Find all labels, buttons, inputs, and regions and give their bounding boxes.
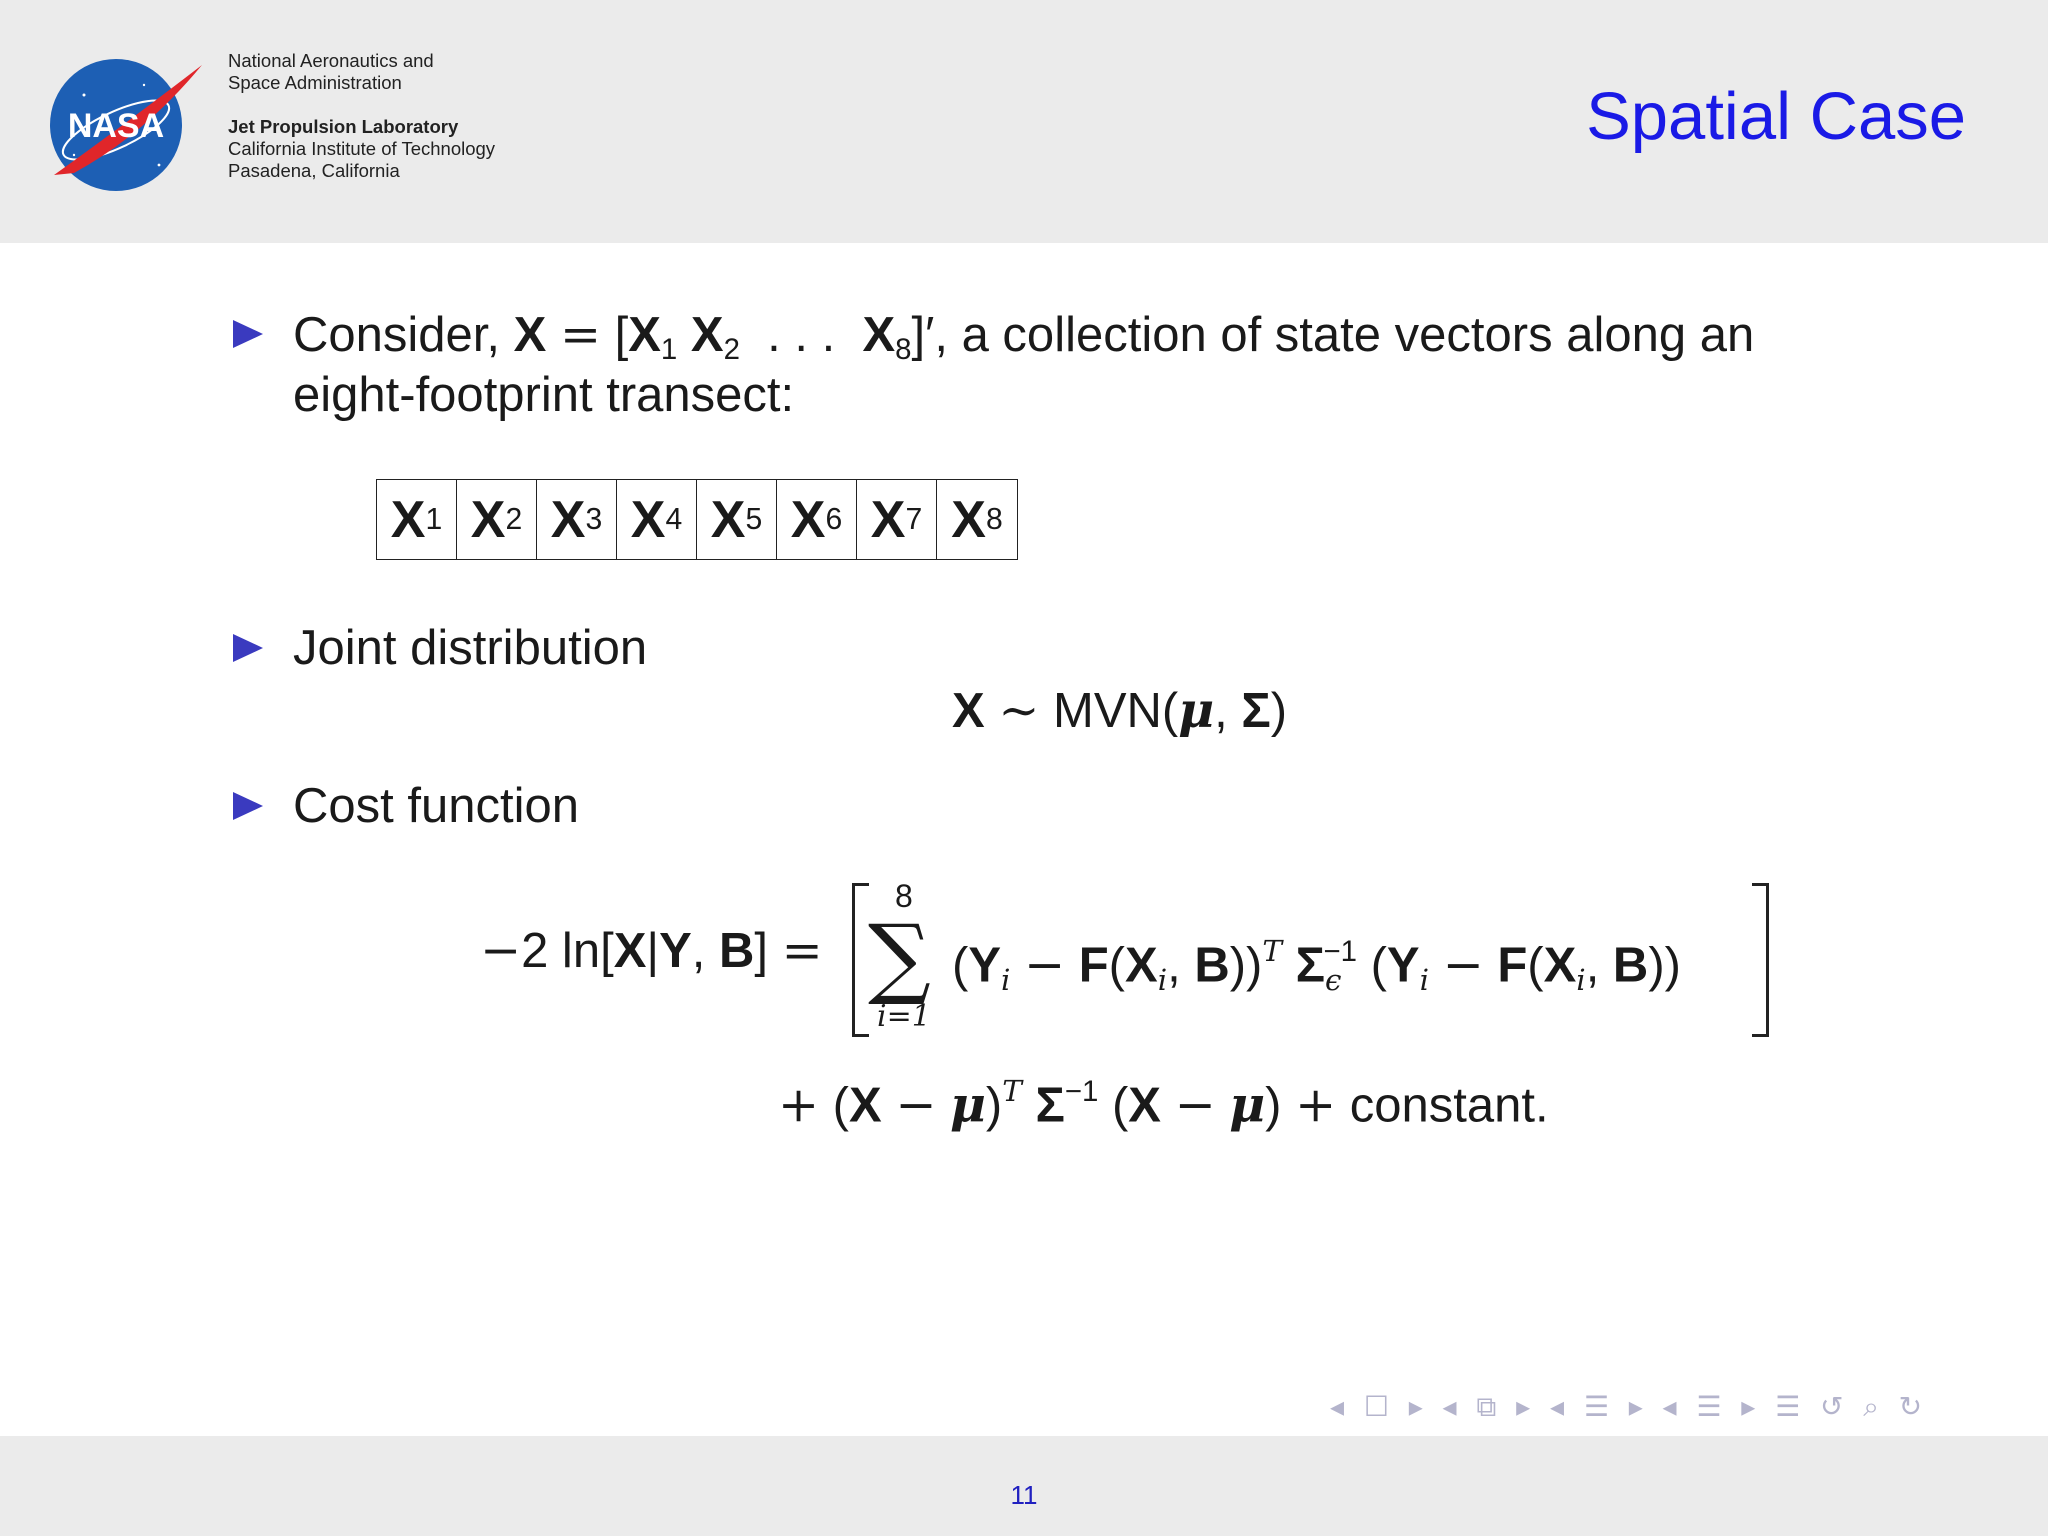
nasa-logo-icon [44, 55, 204, 195]
institution-line: Space Administration [228, 72, 402, 93]
bullet-text-joint: Joint distribution [293, 621, 648, 675]
svg-text:NASA: NASA [67, 107, 165, 145]
footprint-transect-table [376, 479, 1018, 560]
bullet-text-cost: Cost function [293, 779, 579, 833]
bullet-marker-icon [233, 634, 263, 662]
equation-sum-term: ($Y_i - F(X_i$, B))$^T$ $\Sigma_\epsilon^{-1}$ ($Y_i - F(X_i$, B)) [952, 934, 1681, 997]
institution-block [228, 50, 495, 182]
summation-icon: ∑ [868, 905, 931, 1008]
equation-second-line: + $(X - \mu)^T$ $\Sigma^{-1}$ (X − μ) + constant. [778, 1074, 1549, 1134]
bullet-text-consider: Consider, $X = [X_1$ $X_2$ . . . $X_8]'$, a collection of state vectors along an [293, 306, 1755, 367]
equation-lhs: −2 ln[X|Y, B] = [480, 922, 823, 979]
bullet-marker-icon [233, 320, 263, 348]
sum-upper-limit: 8 [895, 878, 913, 914]
page-number: 11 [1010, 1480, 1038, 1510]
beamer-navigation-bar[interactable]: ◂ ☐ ▸ ◂ ⧉ ▸ ◂ ☰ ▸ ◂ ☰ ▸ ☰ ↺ ⌕ ↻ [1330, 1391, 1929, 1422]
right-bracket [1752, 883, 1769, 1037]
sum-lower-limit: i=1 [877, 999, 931, 1034]
slide-title: Spatial Case [1586, 79, 1966, 154]
left-bracket [852, 883, 869, 1037]
transect-cell: X 1 [377, 480, 457, 559]
transect-cell: X 7 [857, 480, 937, 559]
transect-cell: X 4 [617, 480, 697, 559]
lab-line: California Institute of Technology [228, 138, 496, 159]
lab-name: Jet Propulsion Laboratory [228, 116, 459, 137]
bullet-marker-icon [233, 792, 263, 820]
transect-cell: X 5 [697, 480, 777, 559]
transect-cell: X 8 [951, 490, 1003, 549]
slide-header [0, 0, 2048, 243]
equation-joint-distribution: X ∼ MVN(μ, Σ) [952, 681, 1288, 739]
lab-line: Pasadena, California [228, 160, 400, 181]
institution-line: National Aeronautics and [228, 50, 434, 71]
transect-cell: X 3 [537, 480, 617, 559]
bullet-text-consider-line2: eight-footprint transect: [293, 368, 795, 422]
transect-cell: X 2 [457, 480, 537, 559]
transect-cell: X 6 [777, 480, 857, 559]
